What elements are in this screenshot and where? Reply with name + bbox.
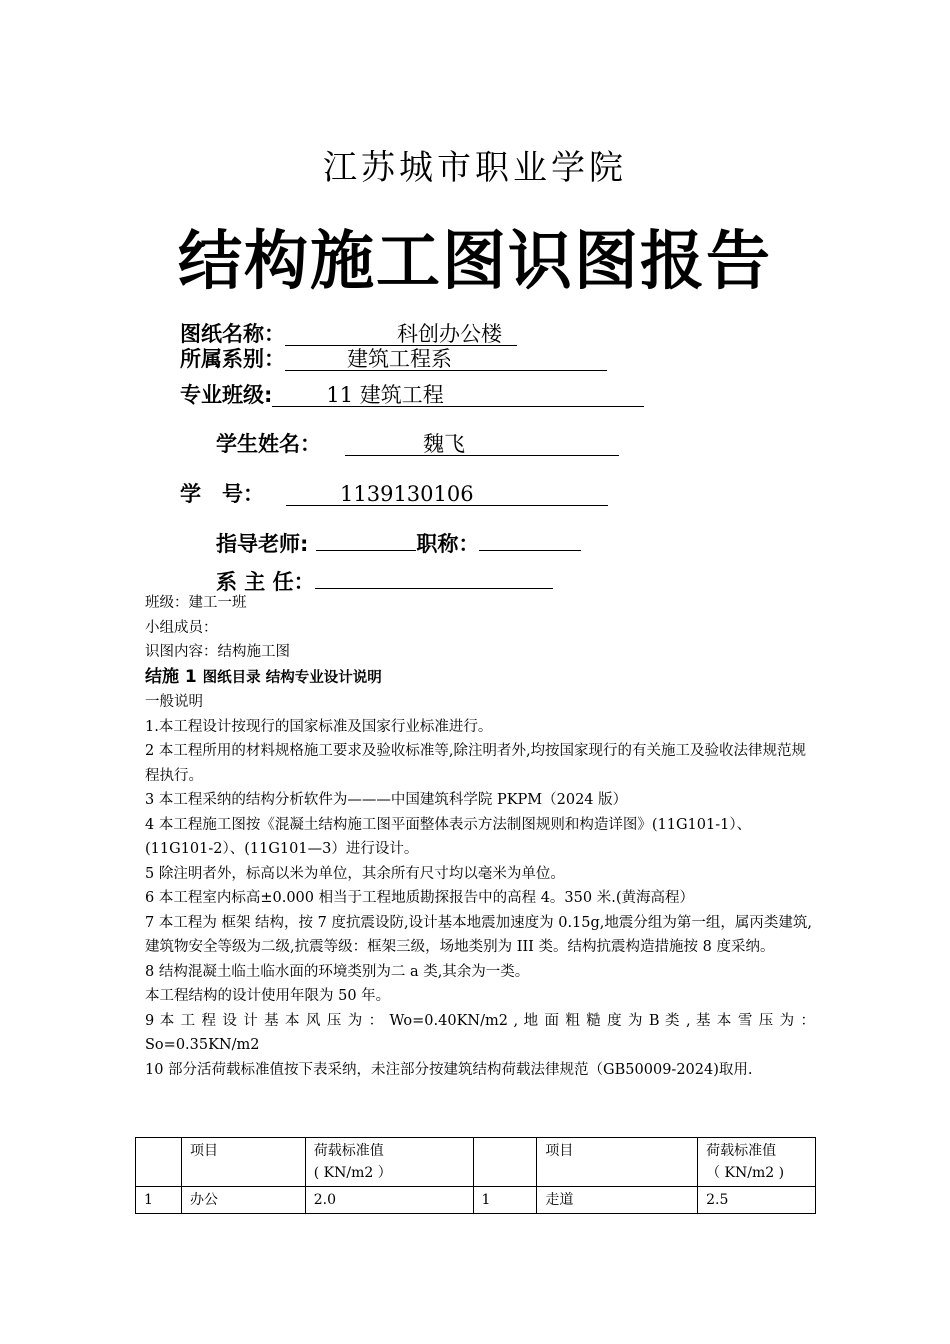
item-10: 10 部分活荷载标准值按下表采纳，未注部分按建筑结构荷载法律规范（GB50009-2024)取用. xyxy=(145,1061,753,1078)
general-heading: 一般说明 xyxy=(145,694,203,710)
item-8: 8 结构混凝土临土临水面的环境类别为二 a 类,其余为一类。 xyxy=(145,963,530,980)
field-student xyxy=(216,428,619,458)
title-value-line xyxy=(479,528,581,551)
drawing-name-value: 科创办公楼 xyxy=(285,323,517,346)
table-header-cell: 项目 xyxy=(181,1138,305,1187)
item-6: 6 本工程室内标高±0.000 相当于工程地质勘探报告中的高程 4。350 米.(黄海高程） xyxy=(145,890,694,906)
report-title: 结构施工图识图报告 xyxy=(178,225,772,299)
id-label: 学 号： xyxy=(180,482,264,506)
meta-group: 小组成员： xyxy=(145,619,218,636)
table-header-cell: 荷载标准值 ( KN/m2 ） xyxy=(305,1138,473,1187)
department-label: 所属系别： xyxy=(180,347,285,371)
table-cell: 2.0 xyxy=(305,1187,473,1214)
table-header-cell: 项目 xyxy=(537,1138,698,1187)
item-5: 5 除注明者外，标高以米为单位，其余所有尺寸均以毫米为单位。 xyxy=(145,865,565,882)
director-value-line xyxy=(315,566,553,589)
table-header-cell: 荷载标准值 （ KN/m2 ) xyxy=(698,1138,816,1187)
meta-content: 识图内容：结构施工图 xyxy=(145,644,290,660)
table-cell: 2.5 xyxy=(698,1187,816,1214)
department-value: 建筑工程系 xyxy=(285,348,607,371)
director-label: 系 主 任： xyxy=(216,570,315,594)
field-advisor xyxy=(216,528,581,558)
id-value: 1139130106 xyxy=(286,483,608,506)
field-department xyxy=(180,343,607,373)
field-student-id xyxy=(180,478,608,508)
student-value: 魏飞 xyxy=(345,433,619,456)
class-label: 专业班级: xyxy=(180,383,273,407)
item-7: 7 本工程为 框架 结构，按 7 度抗震设防,设计基本地震加速度为 0.15g,地震分组为第一组，属丙类建筑,建筑物安全等级为二级,抗震等级：框架三级，场地类别为 III 类。结构抗震构造措施按 8 度采纳。 xyxy=(145,914,812,955)
advisor-value-line xyxy=(316,528,416,551)
table-cell: 走道 xyxy=(537,1187,698,1214)
item-3: 3 本工程采纳的结构分析软件为———中国建筑科学院 PKPM（2024 版） xyxy=(145,792,628,808)
meta-block xyxy=(145,591,815,1082)
field-class xyxy=(180,379,644,409)
table-header-cell xyxy=(136,1138,182,1187)
drawing-name-label: 图纸名称： xyxy=(180,322,285,346)
item-4: 4 本工程施工图按《混凝土结构施工图平面整体表示方法制图规则和构造详图》(11G101-1）、(11G101-2）、(11G101—3）进行设计。 xyxy=(145,816,752,857)
school-name: 江苏城市职业学院 xyxy=(323,148,627,188)
item-design-life: 本工程结构的设计使用年限为 50 年。 xyxy=(145,988,391,1004)
item-9-line2: So=0.35KN/m2 xyxy=(145,1037,260,1053)
table-header-row xyxy=(136,1138,816,1187)
table-header-cell xyxy=(473,1138,537,1187)
title-label: 职称： xyxy=(416,532,480,556)
table-cell: 办公 xyxy=(181,1187,305,1214)
meta-class: 班级：建工一班 xyxy=(145,595,247,611)
table-cell: 1 xyxy=(473,1187,537,1214)
section-heading: 结施 1 图纸目录 结构专业设计说明 xyxy=(145,666,382,687)
table-row xyxy=(136,1187,816,1214)
table-cell: 1 xyxy=(136,1187,182,1214)
item-1: 1.本工程设计按现行的国家标准及国家行业标准进行。 xyxy=(145,718,493,735)
student-label: 学生姓名： xyxy=(216,432,321,456)
item-2: 2 本工程所用的材料规格施工要求及验收标准等,除注明者外,均按国家现行的有关施工及验收法律规范规程执行。 xyxy=(145,743,807,784)
advisor-label: 指导老师: xyxy=(216,532,309,556)
item-9-line1: 9 本 工 程 设 计 基 本 风 压 为 ： Wo=0.40KN/m2 , 地 面 粗 糙 度 为 B 类 , 基 本 雪 压 为 ： xyxy=(145,1012,815,1029)
load-table xyxy=(135,1137,816,1214)
class-value: 11 建筑工程 xyxy=(272,384,644,407)
